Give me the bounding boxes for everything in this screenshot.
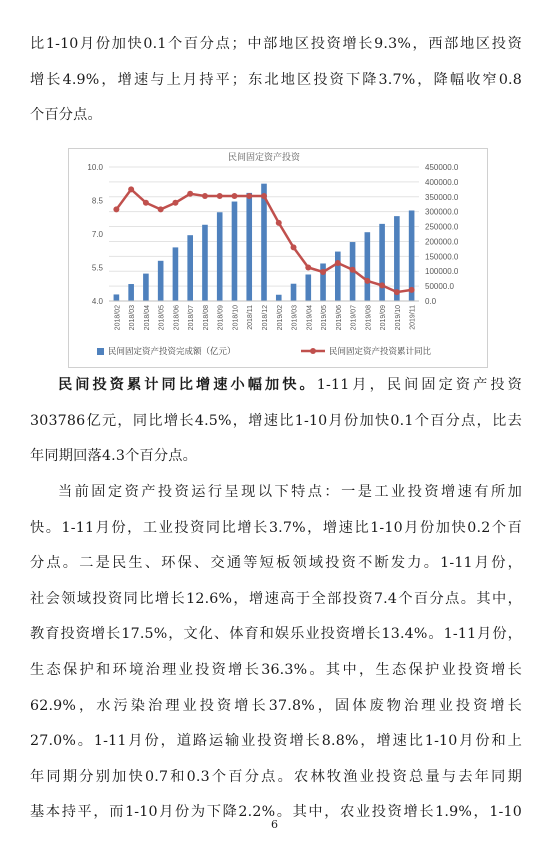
line-point xyxy=(276,220,282,226)
bar xyxy=(217,212,223,301)
page-number: 6 xyxy=(271,818,278,831)
text-line: 303786亿元，同比增长4.5%，增速比1-10月份加快0.1个百分点，比去 xyxy=(30,412,522,429)
line-point xyxy=(128,186,134,192)
bar xyxy=(232,202,238,301)
line-point xyxy=(231,193,237,199)
x-axis-tick-label: 2019/02 xyxy=(276,305,284,331)
text-line: 快。1-11月份，工业投资同比增长3.7%，增速比1-10月份加快0.2个百 xyxy=(30,519,522,536)
x-axis-tick-label: 2019/09 xyxy=(380,305,388,331)
line-point xyxy=(320,269,326,275)
bar xyxy=(158,261,164,301)
legend-label-bars: 民间固定资产投资完成额（亿元） xyxy=(108,347,236,357)
line-point xyxy=(291,244,297,250)
paragraph-regional-investment xyxy=(30,27,522,134)
x-axis-tick-label: 2018/07 xyxy=(188,305,196,331)
legend-label-line: 民间固定资产投资累计同比 xyxy=(329,347,432,357)
text-line: 分点。二是民生、环保、交通等短板领域投资不断发力。1-11月份， xyxy=(30,555,522,572)
right-axis-tick-label: 450000.0 xyxy=(425,163,459,172)
left-axis-tick-label: 5.5 xyxy=(91,263,103,273)
chart-canvas xyxy=(69,149,487,367)
legend-marker-line xyxy=(310,348,316,354)
bar xyxy=(246,193,252,301)
text-line: 当前固定资产投资运行呈现以下特点：一是工业投资增速有所加 xyxy=(58,484,522,500)
paragraph-investment-features xyxy=(30,475,522,831)
text-span: 1-11月，民间固定资产投资 xyxy=(316,377,522,393)
line-point xyxy=(158,206,164,212)
x-axis-tick-label: 2019/06 xyxy=(335,305,343,331)
text-line xyxy=(30,368,522,404)
bar xyxy=(291,284,297,301)
bar xyxy=(276,295,282,301)
bar xyxy=(187,235,193,301)
left-axis-tick-label: 10.0 xyxy=(87,163,103,172)
bar xyxy=(173,247,179,301)
left-axis-tick-label: 4.0 xyxy=(91,297,103,306)
line-point xyxy=(187,191,193,197)
right-axis-tick-label: 50000.0 xyxy=(425,282,454,292)
line-point xyxy=(246,193,252,199)
text-line: 社会领域投资同比增长12.6%，增速高于全部投资7.4个百分点。其中， xyxy=(30,590,522,607)
right-axis-tick-label: 250000.0 xyxy=(425,222,459,232)
x-axis-tick-label: 2019/08 xyxy=(365,305,373,331)
chart-title: 民间固定资产投资 xyxy=(227,152,301,162)
right-axis-tick-label: 400000.0 xyxy=(425,177,459,187)
right-axis-tick-label: 350000.0 xyxy=(425,192,459,202)
x-axis-tick-label: 2019/04 xyxy=(306,305,314,331)
line-point xyxy=(335,260,341,266)
text-line: 年同期回落4.3个百分点。 xyxy=(30,448,198,465)
line-point xyxy=(217,193,223,199)
line-point xyxy=(261,193,267,199)
paragraph-private-investment xyxy=(30,368,522,475)
left-axis-tick-label: 8.5 xyxy=(91,196,103,206)
x-axis-tick-label: 2018/05 xyxy=(158,305,166,331)
bar xyxy=(365,232,371,301)
right-axis-tick-label: 150000.0 xyxy=(425,252,459,262)
line-point xyxy=(143,200,149,206)
legend-swatch-bars xyxy=(97,348,104,355)
chart-private-investment xyxy=(68,148,488,368)
x-axis-tick-label: 2018/12 xyxy=(262,305,269,331)
x-axis-tick-label: 2019/05 xyxy=(321,305,329,331)
text-line: 基本持平，而1-10月份为下降2.2%。其中，农业投资增长1.9%，1-10 xyxy=(30,804,522,821)
paragraph-heading: 民间投资累计同比增速小幅加快。 xyxy=(58,377,317,393)
x-axis-tick-label: 2019/10 xyxy=(394,305,402,331)
x-axis-tick-label: 2019/03 xyxy=(291,305,299,331)
x-axis-tick-label: 2018/04 xyxy=(143,305,151,331)
line-point xyxy=(409,287,415,293)
right-axis-tick-label: 0.0 xyxy=(425,297,437,306)
x-axis-tick-label: 2018/11 xyxy=(247,305,255,330)
bar xyxy=(394,216,400,301)
line-point xyxy=(379,282,385,288)
bar xyxy=(335,252,341,301)
right-axis-tick-label: 100000.0 xyxy=(425,267,459,277)
text-line: 增长4.9%，增速与上月持平；东北地区投资下降3.7%，降幅收窄0.8 xyxy=(30,71,522,88)
x-axis-tick-label: 2018/03 xyxy=(129,305,137,331)
x-axis-tick-label: 2018/06 xyxy=(173,305,181,331)
text-line: 个百分点。 xyxy=(30,107,102,124)
x-axis-tick-label: 2018/08 xyxy=(202,305,210,331)
right-axis-tick-label: 300000.0 xyxy=(425,207,459,217)
left-axis-tick-label: 7.0 xyxy=(91,230,103,239)
text-line: 27.0%。1-11月份，道路运输业投资增长8.8%，增速比1-10月份和上 xyxy=(30,733,522,750)
text-line: 62.9%，水污染治理业投资增长37.8%，固体废物治理业投资增长 xyxy=(30,697,522,714)
line-point xyxy=(113,206,119,212)
line-point xyxy=(364,278,370,284)
line-point xyxy=(394,289,400,295)
line-point xyxy=(202,193,208,199)
line-point xyxy=(350,267,356,273)
x-axis-tick-label: 2018/02 xyxy=(114,305,122,331)
x-axis-tick-label: 2019/11 xyxy=(409,305,417,330)
bar xyxy=(143,274,149,301)
text-line: 生态保护和环境治理业投资增长36.3%。其中，生态保护业投资增长 xyxy=(30,661,522,678)
bar xyxy=(128,284,134,301)
text-line: 年同期分别加快0.7和0.3个百分点。农林牧渔业投资总量与去年同期 xyxy=(30,768,522,785)
x-axis-tick-label: 2019/07 xyxy=(350,305,358,331)
bar xyxy=(114,294,120,301)
line-point xyxy=(305,265,311,271)
line-point xyxy=(172,200,178,206)
bar xyxy=(379,224,385,301)
x-axis-tick-label: 2018/09 xyxy=(217,305,225,331)
x-axis-tick-label: 2018/10 xyxy=(232,305,240,331)
bar xyxy=(305,274,311,301)
text-line: 教育投资增长17.5%，文化、体育和娱乐业投资增长13.4%。1-11月份， xyxy=(30,626,522,643)
text-line: 比1-10月份加快0.1个百分点；中部地区投资增长9.3%，西部地区投资 xyxy=(30,36,522,52)
bar xyxy=(202,225,208,301)
right-axis-tick-label: 200000.0 xyxy=(425,237,459,247)
